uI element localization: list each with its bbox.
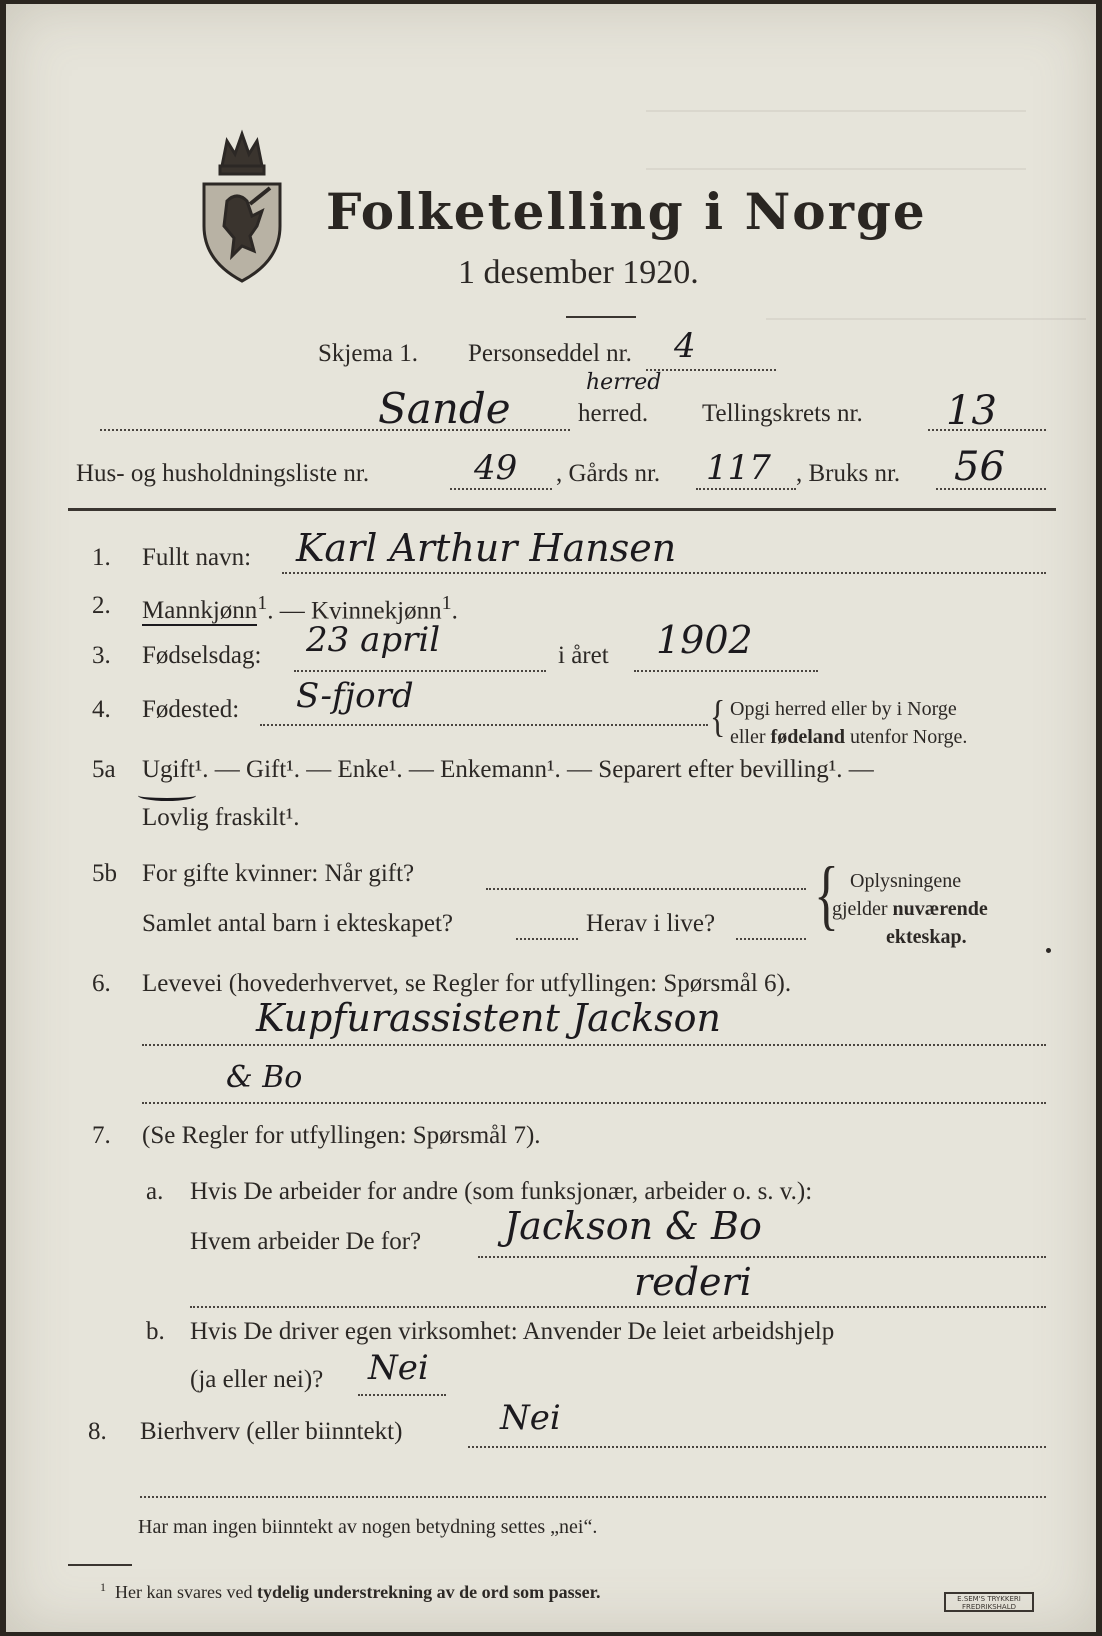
q7b-line1: Hvis De driver egen virksomhet: Anvender De leiet arbeidshjelp	[190, 1318, 835, 1345]
q2-mannkjonn: Mannkjønn	[142, 597, 258, 625]
q8-label: Bierhverv (eller biinntekt)	[140, 1418, 403, 1445]
herred-handwritten-suffix: herred	[586, 370, 662, 395]
q5a-lovlig-fraskilt: Lovlig fraskilt¹.	[142, 804, 300, 831]
q5b-alive-label: Herav i live?	[586, 910, 716, 937]
q3-number: 3.	[92, 642, 111, 669]
gards-number: 117	[706, 448, 771, 488]
personseddel-number: 4	[674, 326, 696, 366]
q4-number: 4.	[92, 696, 111, 723]
q7a-employer-line1: Jackson & Bo	[504, 1204, 762, 1248]
hus-label: Hus- og husholdningsliste nr.	[76, 460, 370, 487]
q7b-letter: b.	[146, 1318, 165, 1345]
q4-label: Fødested:	[142, 696, 240, 723]
coat-of-arms-icon	[192, 126, 292, 286]
hus-number: 49	[474, 448, 518, 488]
skjema-label: Skjema 1.	[318, 340, 418, 367]
q5b-line1: For gifte kvinner: Når gift?	[142, 860, 415, 887]
herred-label: herred.	[578, 400, 649, 427]
gards-label: , Gårds nr.	[556, 460, 661, 487]
q7a-line2: Hvem arbeider De for?	[190, 1228, 422, 1255]
q6-number: 6.	[92, 970, 111, 997]
q6-label: Levevei (hovederhvervet, se Regler for utfyllingen: Spørsmål 6).	[142, 970, 792, 997]
q3-birth-date: 23 april	[306, 620, 441, 660]
q5b-note-line3: ekteskap.	[886, 926, 967, 948]
q8-number: 8.	[88, 1418, 107, 1445]
q3-label: Fødselsdag:	[142, 642, 262, 669]
q7a-letter: a.	[146, 1178, 164, 1205]
bruks-label: , Bruks nr.	[796, 460, 901, 487]
q7a-employer-line2: rederi	[634, 1260, 752, 1304]
footnote: $^1$ Her kan svares ved tydelig understrekning av de ord som passer.	[100, 1580, 601, 1602]
q1-full-name: Karl Arthur Hansen	[296, 526, 677, 570]
footnote-divider	[68, 1564, 132, 1566]
tellingskrets-label: Tellingskrets nr.	[702, 400, 863, 427]
form-title: Folketelling i Norge	[326, 182, 927, 241]
herred-name: Sande	[378, 384, 511, 433]
q5a-number: 5a	[92, 756, 116, 783]
header-divider	[68, 508, 1056, 511]
q2-gender-options: Mannkjønn$^1$. — Kvinnekjønn$^1$.	[142, 592, 458, 625]
printer-stamp: E.SEM'S TRYKKERI FREDRIKSHALD	[944, 1592, 1034, 1612]
q7b-answer: Nei	[368, 1348, 429, 1388]
census-form-sheet: Folketelling i Norge 1 desember 1920. Skjema 1. Personseddel nr. 4 Sande herred herred. Tellingskrets nr. 13 Hus- og husholdningsliste nr. 49 , Gårds nr. 117 , Bruks nr. 56 1. Fullt navn: Karl Arthur Hansen 2. Mannkjønn$^1$. — Kvinnekjønn$^1$. 3. Fødselsdag: 23 april i året 1902 4. Fødested: S-fjord { Opgi herred eller by i Norge eller fødeland utenfor Norge. 5a Ugift¹. — Gift¹. — Enke¹. — Enkemann¹. — Separert efter bevilling¹. — Lovlig fraskilt¹. 5b For gifte kvinner: Når gift? Samlet antal barn i ekteskapet? Herav i live? { Oplysningene gjelder nuværende ekteskap. 6. Levevei (hovederhvervet, se Regler for utfyllingen: Spørsmål 6). Kupfurassistent Jackson & Bo 7. (Se Regler for utfyllingen: Spørsmål 7). a. Hvis De arbeider for andre (som funksjonær, arbeider o. s. v.): Hvem arbeider De for? Jackson & Bo rederi b. Hvis De driver egen virksomhet: Anvender De leiet arbeidshjelp (ja eller nei)? Nei 8. Bierhverv (eller biinntekt) Nei Har man ingen biinntekt av nogen betydning settes „nei“. $^1$ Her kan svares ved tydelig understrekning av de ord som passer. E.SEM'S TRYKKERI FREDRIKSHALD	[6, 4, 1096, 1632]
q5b-note-line1: Oplysningene	[850, 870, 962, 892]
tellingskrets-number: 13	[946, 388, 997, 434]
q6-occupation-line2: & Bo	[226, 1060, 303, 1095]
q4-note-line2: eller fødeland utenfor Norge.	[730, 726, 968, 748]
title-divider	[566, 316, 636, 318]
q6-occupation-line1: Kupfurassistent Jackson	[256, 996, 721, 1040]
q3-birth-year: 1902	[656, 618, 753, 662]
census-date: 1 desember 1920.	[458, 254, 699, 291]
ugift-underline-mark	[138, 790, 196, 801]
q8-answer: Nei	[500, 1398, 561, 1438]
q5b-note-line2: gjelder nuværende	[832, 898, 988, 920]
q5b-children-label: Samlet antal barn i ekteskapet?	[142, 910, 453, 937]
q5a-marital-options: Ugift¹. — Gift¹. — Enke¹. — Enkemann¹. — Separert efter bevilling¹. —	[142, 756, 874, 783]
q4-birth-place: S-fjord	[296, 676, 414, 716]
bruks-number: 56	[954, 444, 1005, 490]
q3-year-label: i året	[558, 642, 609, 669]
q7-label: (Se Regler for utfyllingen: Spørsmål 7).	[142, 1122, 541, 1149]
q1-number: 1.	[92, 544, 111, 571]
q5b-number: 5b	[92, 860, 117, 887]
q1-label: Fullt navn:	[142, 544, 252, 571]
q2-number: 2.	[92, 592, 111, 619]
q7a-line1: Hvis De arbeider for andre (som funksjonær, arbeider o. s. v.):	[190, 1178, 813, 1205]
q7b-line2: (ja eller nei)?	[190, 1366, 324, 1393]
q4-note-line1: Opgi herred eller by i Norge	[730, 698, 957, 720]
q7-number: 7.	[92, 1122, 111, 1149]
personseddel-label: Personseddel nr.	[468, 340, 632, 367]
q8-note: Har man ingen biinntekt av nogen betydning settes „nei“.	[138, 1516, 598, 1538]
